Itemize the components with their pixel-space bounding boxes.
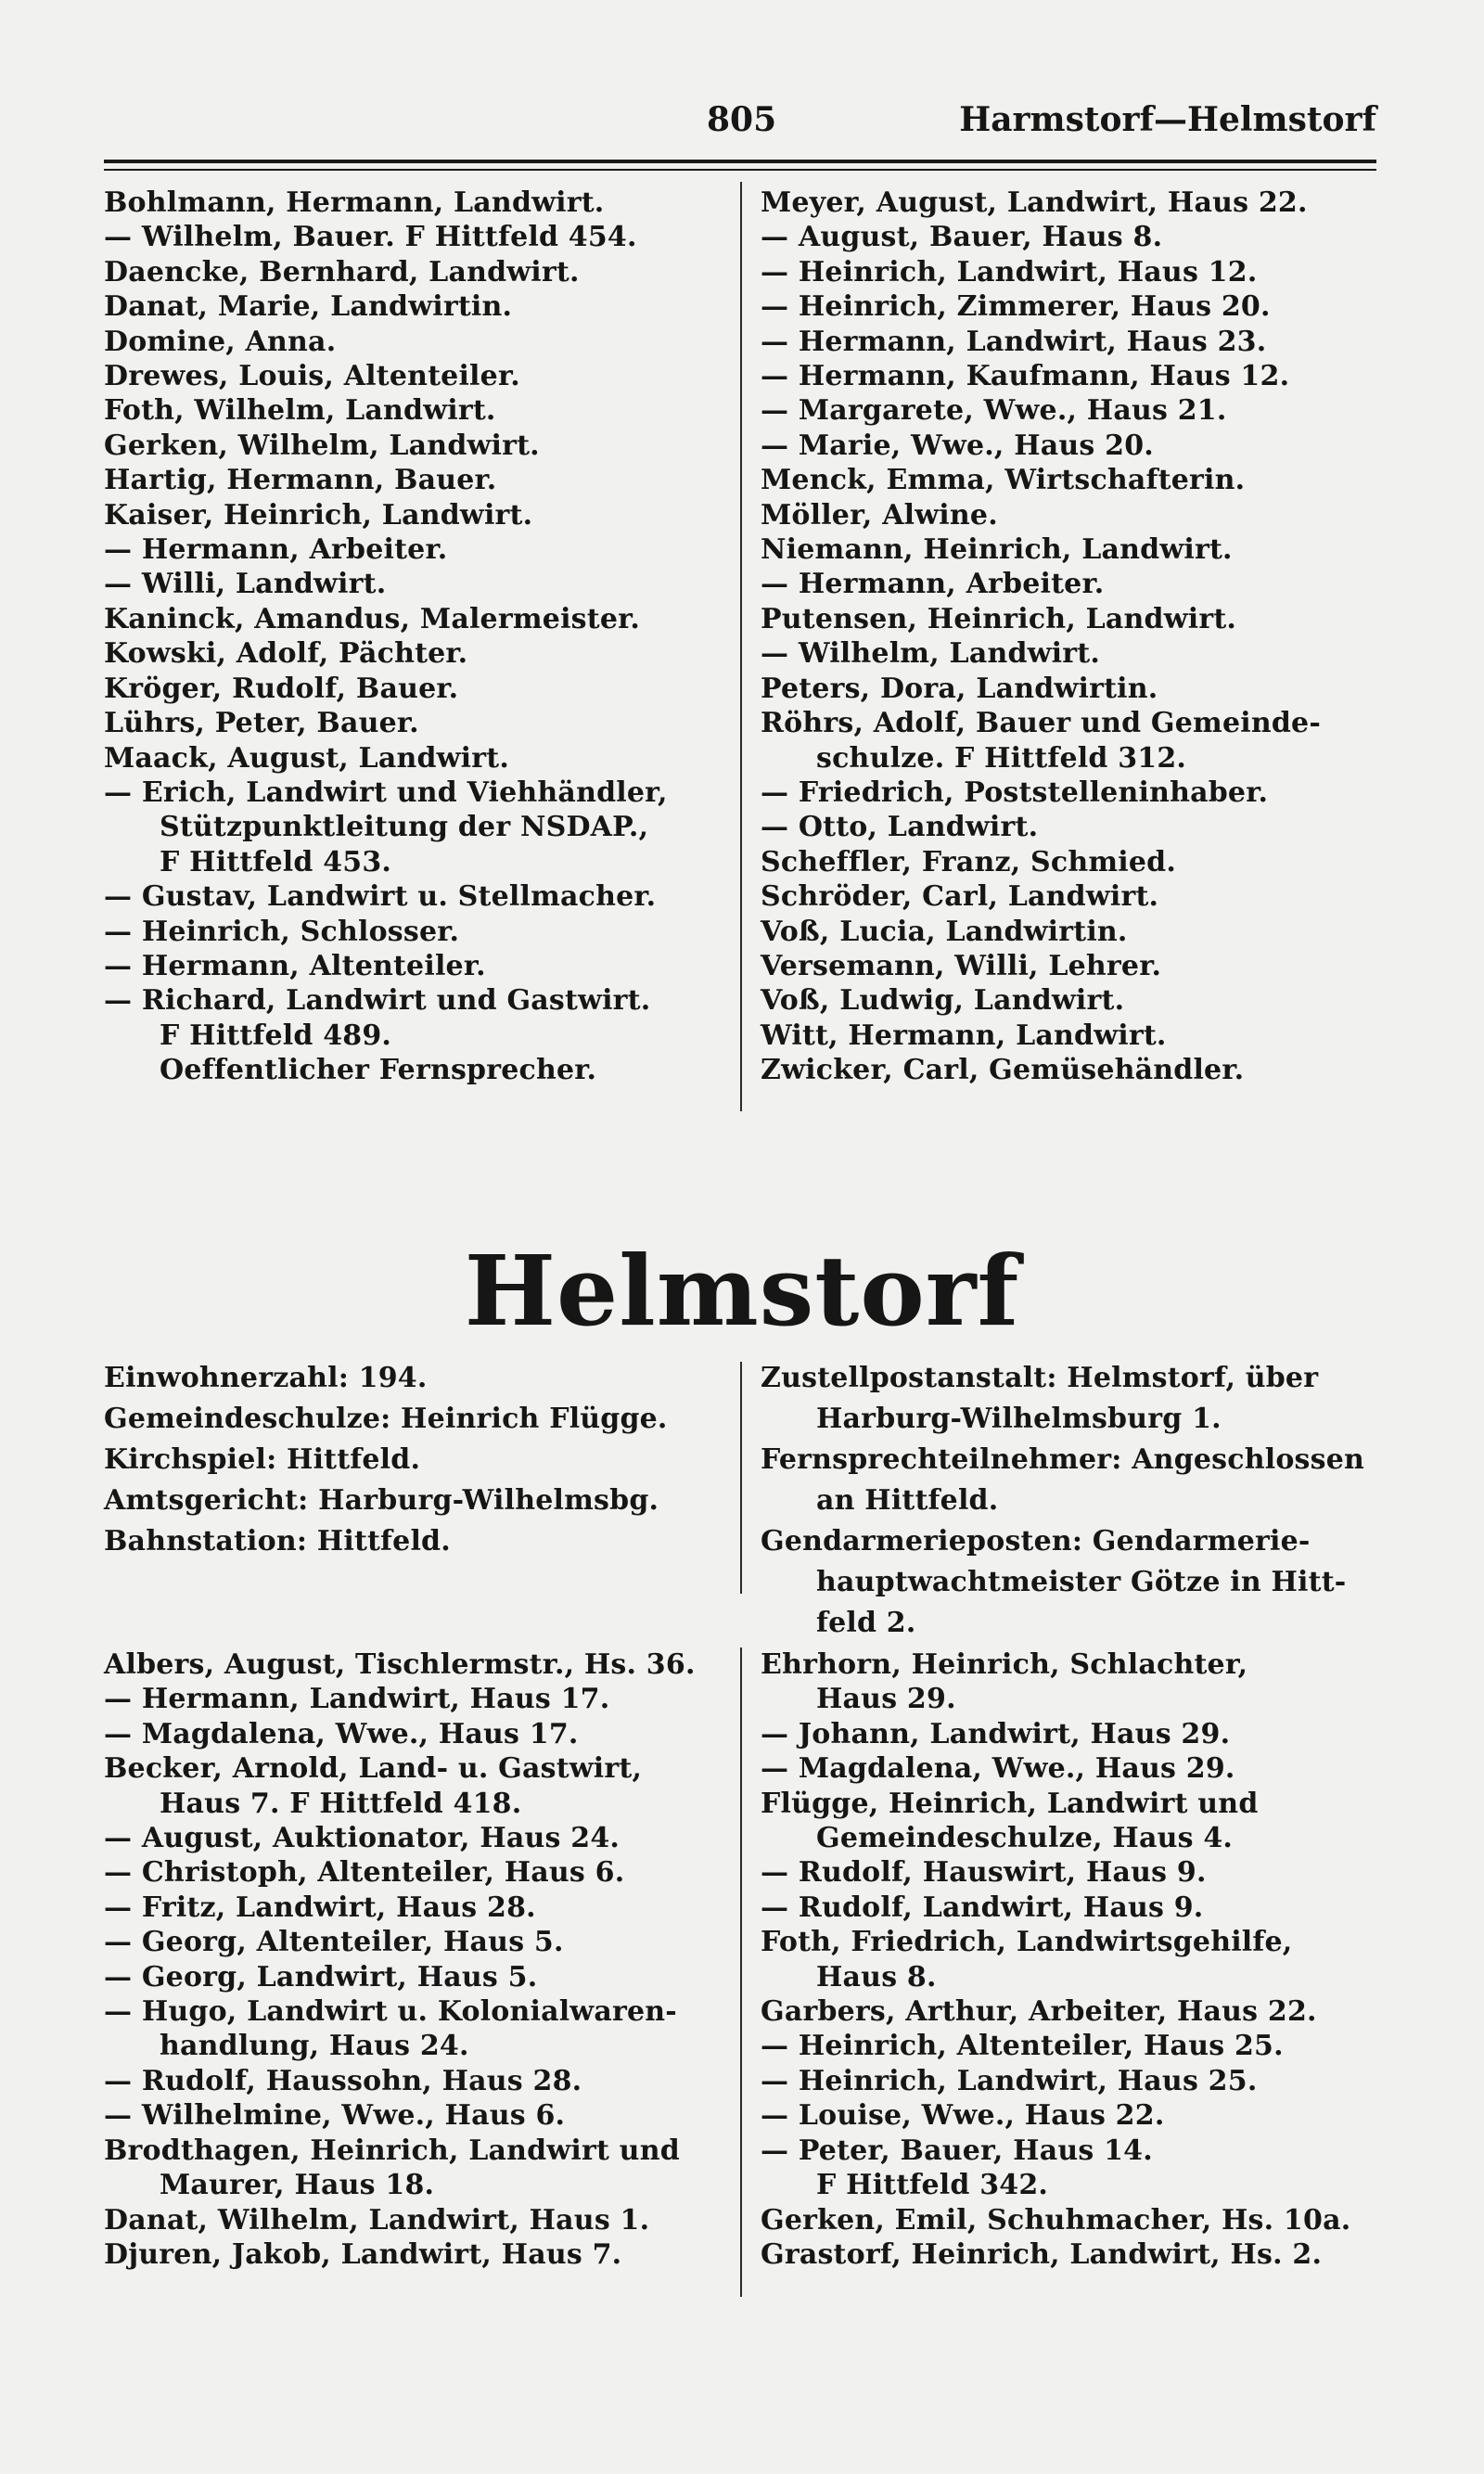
info-right-column <box>761 1358 1391 1644</box>
running-title: Harmstorf—Helmstorf <box>959 100 1376 139</box>
directory-entry: — Wilhelm, Bauer. F Hittfeld 454. <box>104 221 637 254</box>
page-number: 805 <box>707 100 777 139</box>
directory-entry: — Fritz, Landwirt, Haus 28. <box>104 1891 536 1924</box>
directory-entry: — Louise, Wwe., Haus 22. <box>761 2099 1165 2133</box>
entry-continuation: Stützpunktleitung der NSDAP., <box>160 811 649 844</box>
directory-entry: Flügge, Heinrich, Landwirt und <box>761 1787 1259 1820</box>
directory-entry: — Magdalena, Wwe., Haus 29. <box>761 1752 1235 1786</box>
directory-entry: Fernsprechteilnehmer: Angeschlossen <box>761 1443 1365 1476</box>
directory-entry: — Hugo, Landwirt u. Kolonialwaren- <box>104 1995 677 2029</box>
header-rule-thin <box>104 169 1376 171</box>
directory-entry: Foth, Friedrich, Landwirtsgehilfe, <box>761 1926 1293 1959</box>
entry-continuation: F Hittfeld 342. <box>816 2169 1049 2202</box>
directory-entry: — Marie, Wwe., Haus 20. <box>761 429 1154 462</box>
entry-continuation: Maurer, Haus 18. <box>160 2169 435 2202</box>
directory-entry: Voß, Ludwig, Landwirt. <box>761 984 1125 1018</box>
directory-entry: — Heinrich, Zimmerer, Haus 20. <box>761 290 1271 324</box>
directory-entry: — Gustav, Landwirt u. Stellmacher. <box>104 880 657 914</box>
directory-entry: Gerken, Emil, Schuhmacher, Hs. 10a. <box>761 2203 1351 2237</box>
bottom-right-column <box>761 1647 1391 2272</box>
directory-entry: — Rudolf, Landwirt, Haus 9. <box>761 1891 1204 1924</box>
column-divider-top <box>740 182 742 1111</box>
directory-entry: Kaiser, Heinrich, Landwirt. <box>104 498 533 532</box>
directory-entry: Drewes, Louis, Altenteiler. <box>104 360 520 393</box>
section-title: Helmstorf <box>464 1234 1020 1348</box>
directory-entry: Danat, Wilhelm, Landwirt, Haus 1. <box>104 2203 650 2237</box>
directory-entry: — Margarete, Wwe., Haus 21. <box>761 394 1227 428</box>
directory-entry: Zustellpostanstalt: Helmstorf, über <box>761 1362 1319 1394</box>
entry-continuation: an Hittfeld. <box>816 1484 999 1517</box>
directory-entry: — Hermann, Landwirt, Haus 23. <box>761 325 1267 358</box>
entry-continuation: Oeffentlicher Fernsprecher. <box>160 1054 597 1087</box>
column-divider-info <box>740 1362 742 1594</box>
entry-continuation: schulze. F Hittfeld 312. <box>816 741 1187 775</box>
entry-continuation: F Hittfeld 453. <box>160 845 392 878</box>
directory-entry: — Willi, Landwirt. <box>104 568 387 601</box>
directory-entry: — Friedrich, Poststelleninhaber. <box>761 776 1269 809</box>
directory-entry: Albers, August, Tischlermstr., Hs. 36. <box>104 1648 696 1681</box>
entry-continuation: Haus 29. <box>816 1683 956 1716</box>
directory-entry: Peters, Dora, Landwirtin. <box>761 672 1158 705</box>
directory-entry: Gendarmerieposten: Gendarmerie- <box>761 1525 1311 1557</box>
directory-entry: — Richard, Landwirt und Gastwirt. <box>104 984 651 1018</box>
directory-entry: Schröder, Carl, Landwirt. <box>761 880 1159 914</box>
directory-entry: Hartig, Hermann, Bauer. <box>104 464 497 497</box>
directory-entry: Versemann, Willi, Lehrer. <box>761 949 1162 982</box>
directory-entry: Domine, Anna. <box>104 325 337 358</box>
directory-entry: Scheffler, Franz, Schmied. <box>761 845 1176 878</box>
directory-entry: — Christoph, Altenteiler, Haus 6. <box>104 1856 625 1890</box>
directory-entry: Amtsgericht: Harburg-Wilhelmsbg. <box>104 1484 659 1517</box>
entry-continuation: Haus 7. F Hittfeld 418. <box>160 1787 522 1820</box>
directory-entry: Garbers, Arthur, Arbeiter, Haus 22. <box>761 1995 1317 2029</box>
info-left-column <box>104 1358 735 1562</box>
directory-entry: Bahnstation: Hittfeld. <box>104 1525 451 1557</box>
column-divider-bottom <box>740 1647 742 2297</box>
directory-entry: Einwohnerzahl: 194. <box>104 1362 428 1394</box>
directory-entry: — Heinrich, Altenteiler, Haus 25. <box>761 2030 1284 2063</box>
directory-entry: Maack, August, Landwirt. <box>104 741 509 775</box>
directory-entry: Möller, Alwine. <box>761 498 998 532</box>
directory-entry: Kirchspiel: Hittfeld. <box>104 1443 421 1476</box>
directory-entry: Brodthagen, Heinrich, Landwirt und <box>104 2134 680 2167</box>
directory-entry: Meyer, August, Landwirt, Haus 22. <box>761 186 1308 219</box>
directory-entry: Putensen, Heinrich, Landwirt. <box>761 602 1237 635</box>
directory-entry: — Hermann, Altenteiler. <box>104 949 486 982</box>
directory-entry: Kröger, Rudolf, Bauer. <box>104 672 459 705</box>
top-right-column <box>761 186 1391 1088</box>
directory-entry: — Hermann, Landwirt, Haus 17. <box>104 1683 610 1716</box>
directory-entry: Becker, Arnold, Land- u. Gastwirt, <box>104 1752 643 1786</box>
directory-entry: — Hermann, Arbeiter. <box>761 568 1105 601</box>
directory-entry: Grastorf, Heinrich, Landwirt, Hs. 2. <box>761 2237 1323 2271</box>
directory-entry: — Otto, Landwirt. <box>761 811 1039 844</box>
directory-entry: — August, Bauer, Haus 8. <box>761 221 1163 254</box>
entry-continuation: hauptwachtmeister Götze in Hitt- <box>816 1566 1347 1598</box>
entry-continuation: handlung, Haus 24. <box>160 2030 469 2063</box>
entry-continuation: feld 2. <box>816 1607 916 1639</box>
directory-entry: Niemann, Heinrich, Landwirt. <box>761 533 1233 567</box>
directory-entry: Voß, Lucia, Landwirtin. <box>761 915 1128 948</box>
directory-entry: — Erich, Landwirt und Viehhändler, <box>104 776 668 809</box>
directory-entry: — Rudolf, Hauswirt, Haus 9. <box>761 1856 1207 1890</box>
entry-continuation: Gemeindeschulze, Haus 4. <box>816 1822 1234 1855</box>
directory-entry: — Heinrich, Landwirt, Haus 25. <box>761 2064 1258 2097</box>
directory-entry: — Peter, Bauer, Haus 14. <box>761 2134 1153 2167</box>
directory-entry: Menck, Emma, Wirtschafterin. <box>761 464 1246 497</box>
directory-entry: — Magdalena, Wwe., Haus 17. <box>104 1717 579 1750</box>
directory-entry: Zwicker, Carl, Gemüsehändler. <box>761 1054 1245 1087</box>
directory-entry: Djuren, Jakob, Landwirt, Haus 7. <box>104 2237 622 2271</box>
directory-entry: Danat, Marie, Landwirtin. <box>104 290 513 324</box>
directory-entry: Witt, Hermann, Landwirt. <box>761 1019 1167 1052</box>
page-header <box>104 100 1376 143</box>
directory-entry: — Georg, Landwirt, Haus 5. <box>104 1960 538 1993</box>
entry-continuation: F Hittfeld 489. <box>160 1019 392 1052</box>
directory-entry: — Hermann, Arbeiter. <box>104 533 448 567</box>
directory-entry: — Rudolf, Haussohn, Haus 28. <box>104 2064 582 2097</box>
directory-entry: Daencke, Bernhard, Landwirt. <box>104 255 580 288</box>
directory-entry: — Hermann, Kaufmann, Haus 12. <box>761 360 1290 393</box>
entry-continuation: Haus 8. <box>816 1960 937 1993</box>
directory-entry: — Heinrich, Schlosser. <box>104 915 460 948</box>
directory-entry: Ehrhorn, Heinrich, Schlachter, <box>761 1648 1248 1681</box>
directory-entry: Kowski, Adolf, Pächter. <box>104 637 468 671</box>
header-rule-thick <box>104 160 1376 163</box>
entry-continuation: Harburg-Wilhelmsburg 1. <box>816 1403 1222 1435</box>
directory-entry: Foth, Wilhelm, Landwirt. <box>104 394 496 428</box>
bottom-left-column <box>104 1647 735 2272</box>
directory-entry: Gerken, Wilhelm, Landwirt. <box>104 429 540 462</box>
directory-entry: Bohlmann, Hermann, Landwirt. <box>104 186 605 219</box>
directory-entry: — Georg, Altenteiler, Haus 5. <box>104 1926 564 1959</box>
directory-entry: Kaninck, Amandus, Malermeister. <box>104 602 641 635</box>
directory-entry: — Wilhelm, Landwirt. <box>761 637 1100 671</box>
directory-entry: — Heinrich, Landwirt, Haus 12. <box>761 255 1258 288</box>
directory-entry: Gemeindeschulze: Heinrich Flügge. <box>104 1403 668 1435</box>
directory-entry: — Johann, Landwirt, Haus 29. <box>761 1717 1231 1750</box>
directory-entry: — Wilhelmine, Wwe., Haus 6. <box>104 2099 566 2133</box>
top-left-column <box>104 186 735 1088</box>
directory-entry: — August, Auktionator, Haus 24. <box>104 1822 620 1855</box>
directory-entry: Röhrs, Adolf, Bauer und Gemeinde- <box>761 707 1321 740</box>
directory-entry: Lührs, Peter, Bauer. <box>104 707 419 740</box>
